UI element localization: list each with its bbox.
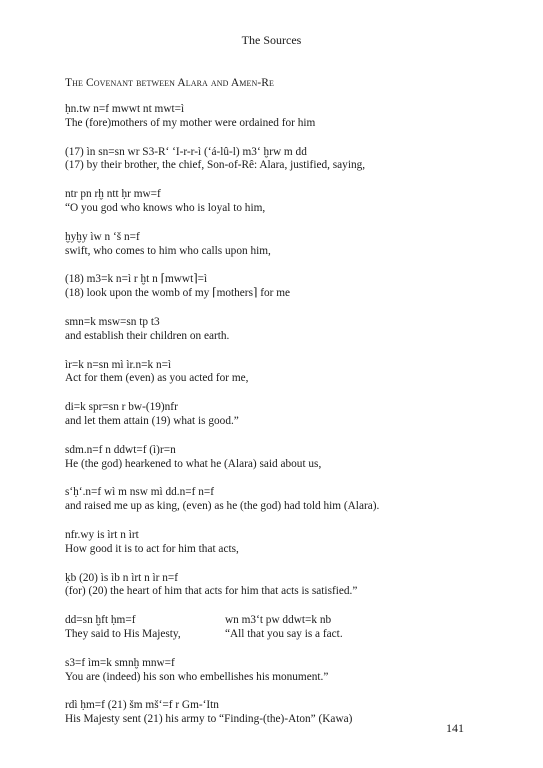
transliteration-line (65, 614, 485, 628)
translation-line: His Majesty sent (21) his army to “Finding-(the)-Aton” (Kawa) (65, 713, 353, 726)
transliteration-line: s‘ḥ‘.n=f wì m nsw mì dd.n=f n=f (65, 486, 215, 499)
verse-block-9 (65, 444, 485, 472)
translation-line: (17) by their brother, the chief, Son-of-Rê: Alara, justified, saying, (65, 159, 366, 172)
translation-line: The (fore)mothers of my mother were ordained for him (65, 116, 316, 129)
transliteration-line: rdì ḥm=f (21) šm mš‘=f r Gm-‘Itn (65, 699, 219, 712)
page-content (65, 77, 485, 742)
transliteration-line: nfr.wy is ìrt n ìrt (65, 528, 139, 541)
transliteration-right: wn m3‘t pw ddwt=k nb (225, 614, 332, 627)
verse-block-8 (65, 401, 485, 429)
translation-line: He (the god) hearkened to what he (Alara) said about us, (65, 457, 322, 470)
translation-line: How good it is to act for him that acts, (65, 542, 239, 555)
translation-line: and raised me up as king, (even) as he (the god) had told him (Alara). (65, 500, 380, 513)
verse-block-4 (65, 231, 485, 259)
translation-line: and establish their children on earth. (65, 329, 230, 342)
verse-block-6 (65, 316, 485, 344)
section-title: The Covenant between Alara and Amen-Re (65, 77, 275, 89)
transliteration-left: dd=sn ḫft ḥm=f (65, 614, 136, 627)
transliteration-line: smn=k msw=sn tp t3 (65, 315, 160, 328)
verse-block-1 (65, 103, 485, 131)
transliteration-line: (18) m3=k n=ì r ḫt n ⌈mwwt⌉=ì (65, 273, 208, 286)
verse-block-14 (65, 657, 485, 685)
verse-block-12 (65, 572, 485, 600)
verse-block-11 (65, 529, 485, 557)
translation-line: “O you god who knows who is loyal to him, (65, 201, 266, 214)
translation-right: “All that you say is a fact. (225, 627, 343, 640)
translation-left: They said to His Majesty, (65, 627, 181, 640)
translation-line: You are (indeed) his son who embellishes his monument.” (65, 670, 329, 683)
transliteration-line: di=k spr=sn r bw-(19)nfr (65, 401, 178, 414)
page-number: 141 (446, 721, 464, 735)
verse-block-10 (65, 486, 485, 514)
translation-line: swift, who comes to him who calls upon him, (65, 244, 271, 257)
transliteration-line: ḫyḫy ìw n ‘š n=f (65, 230, 140, 243)
verse-block-13 (65, 614, 485, 642)
transliteration-line: ìr=k n=sn mì ìr.n=k n=ì (65, 358, 172, 371)
transliteration-line: ḥn.tw n=f mwwt nt mwt=ì (65, 103, 185, 115)
transliteration-line: s3=f ìm=k smnḫ mnw=f (65, 656, 175, 669)
transliteration-line: (17) ìn sn=sn wr S3-R‘ ‘I-r-r-ì (‘á-lû-l) m3‘ ḫrw m dd (65, 145, 307, 158)
translation-line: Act for them (even) as you acted for me, (65, 372, 249, 385)
translation-line: and let them attain (19) what is good.” (65, 414, 239, 427)
verse-block-15 (65, 699, 485, 727)
transliteration-line: sdm.n=f n ddwt=f (ì)r=n (65, 443, 176, 456)
translation-line (65, 628, 485, 642)
verse-block-5 (65, 273, 485, 301)
running-head: The Sources (241, 33, 302, 47)
verse-block-7 (65, 359, 485, 387)
translation-line: (18) look upon the womb of my ⌈mothers⌉ for me (65, 287, 290, 300)
translation-line: (for) (20) the heart of him that acts for him that acts is satisfied.” (65, 585, 358, 598)
verse-block-3 (65, 188, 485, 216)
transliteration-line: ḳb (20) ìs ìb n ìrt n ìr n=f (65, 571, 179, 584)
transliteration-line: ntr pn rḫ ntt ḥr mw=f (65, 188, 161, 201)
verse-block-2 (65, 146, 485, 174)
